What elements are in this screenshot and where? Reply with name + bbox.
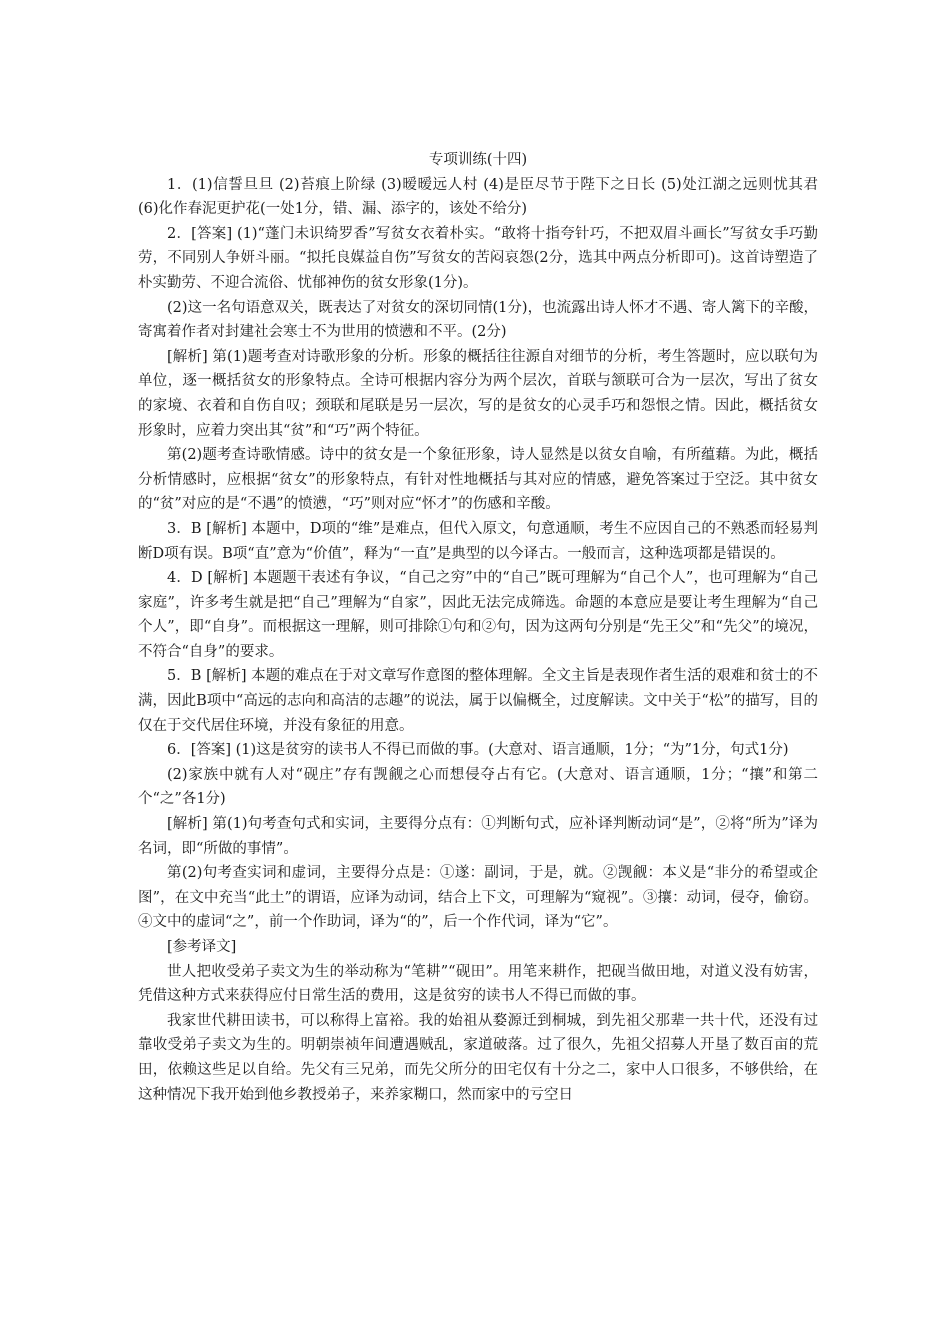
paragraph-analysis-2-1: [解析] 第(1)题考查对诗歌形象的分析。形象的概括往往源自对细节的分析，考生答题时，应以联句为单位，逐一概括贫女的形象特点。全诗可根据内容分为两个层次，首联与颔联可合为一层次，写出了贫女的家境、衣着和自伤自叹；颈联和尾联是另一层次，写的是贫女的心灵手巧和怨恨之情。因此，概括贫女形象时，应着力突出其“贫”和“巧”两个特征。	[138, 348, 818, 439]
paragraph-analysis-6-2: 第(2)句考查实词和虚词，主要得分点是：①遂：副词，于是，就。②觊觎：本义是“非分的希望或企图”，在文中充当“此土”的谓语，应译为动词，结合上下文，可理解为“窥视”。③攘：动词，侵夺，偷窃。④文中的虚词“之”，前一个作助词，译为“的”，后一个作代词，译为“它”。	[138, 865, 818, 931]
paragraph-analysis-2-2: 第(2)题考查诗歌情感。诗中的贫女是一个象征形象，诗人显然是以贫女自喻，有所蕴藉。为此，概括分析情感时，应根据“贫女”的形象特点，有针对性地概括与其对应的情感，避免答案过于空泛。其中贫女的“贫”对应的是“不遇”的愤懑，“巧”则对应“怀才”的伤感和辛酸。	[138, 447, 818, 513]
paragraph-analysis-6-1: [解析] 第(1)句考查句式和实词，主要得分点有：①判断句式，应补译判断动词“是”，②将“所为”译为名词，即“所做的事情”。	[138, 816, 818, 857]
paragraph-answer-3: 3．B [解析] 本题中，D项的“维”是难点，但代入原文，句意通顺，考生不应因自己的不熟悉而轻易判断D项有误。B项“直”意为“价值”，释为“一直”是典型的以今译古。一般而言，这种选项都是错误的。	[138, 520, 818, 562]
paragraph-answer-1: 1．(1)信誓旦旦 (2)苔痕上阶绿 (3)暧暧远人村 (4)是臣尽节于陛下之日长 (5)处江湖之远则忧其君 (6)化作春泥更护花(一处1分，错、漏、添字的，该处不给分)	[138, 176, 833, 218]
paragraph-answer-6-part-2: (2)家族中就有人对“砚庄”存有觊觎之心而想侵夺占有它。(大意对、语言通顺，1分；“攘”和第二个“之”各1分)	[138, 766, 818, 808]
reference-translation-heading: [参考译文]	[167, 939, 237, 955]
paragraph-answer-6-part-1: 6．[答案] (1)这是贫穷的读书人不得已而做的事。(大意对、语言通顺，1分；“为”1分，句式1分)	[167, 742, 789, 759]
document-page	[138, 148, 833, 1107]
translation-paragraph-2: 我家世代耕田读书，可以称得上富裕。我的始祖从婺源迁到桐城，到先祖父那辈一共十代，还没有过靠收受弟子卖文为生的。明朝崇祯年间遭遇贼乱，家道破落。过了很久，先祖父招募人开垦了数百亩的荒田，依赖这些足以自给。先父有三兄弟，而先父所分的田宅仅有十分之二，家中人口很多，不够供给，在这种情况下我开始到他乡教授弟子，来养家糊口，然而家中的亏空日	[138, 1012, 818, 1103]
paragraph-answer-5: 5．B [解析] 本题的难点在于对文章写作意图的整体理解。全文主旨是表现作者生活的艰难和贫士的不满，因此B项中“高远的志向和高洁的志趣”的说法，属于以偏概全，过度解读。文中关于“松”的描写，目的仅在于交代居住环境，并没有象征的用意。	[138, 668, 818, 734]
translation-paragraph-1: 世人把收受弟子卖文为生的举动称为“笔耕”“砚田”。用笔来耕作，把砚当做田地，对道义没有妨害，凭借这种方式来获得应付日常生活的费用，这是贫穷的读书人不得已而做的事。	[138, 963, 818, 1005]
paragraph-answer-2: 2．[答案] (1)“蓬门未识绮罗香”写贫女衣着朴实。“敢将十指夸针巧，不把双眉斗画长”写贫女手巧勤劳，不同别人争妍斗丽。“拟托良媒益自伤”写贫女的苦闷哀怨(2分，选其中两点分析即可)。这首诗塑造了朴实勤劳、不迎合流俗、忧郁神伤的贫女形象(1分)。	[138, 225, 818, 291]
paragraph-answer-4: 4．D [解析] 本题题干表述有争议，“自己之穷”中的“自己”既可理解为“自己个人”，也可理解为“自己家庭”，许多考生就是把“自己”理解为“自家”，因此无法完成筛选。命题的本意应是要让考生理解为“自己个人”，即“自身”。而根据这一理解，则可排除①句和②句，因为这两句分别是“先王父”和“先父”的境况，不符合“自身”的要求。	[138, 570, 818, 660]
page-title: 专项训练(十四)	[428, 152, 528, 168]
paragraph-answer-2-part-2: (2)这一名句语意双关，既表达了对贫女的深切同情(1分)，也流露出诗人怀才不遇、寄人篱下的辛酸，寄寓着作者对封建社会寒士不为世用的愤懑和不平。(2分)	[138, 299, 818, 341]
